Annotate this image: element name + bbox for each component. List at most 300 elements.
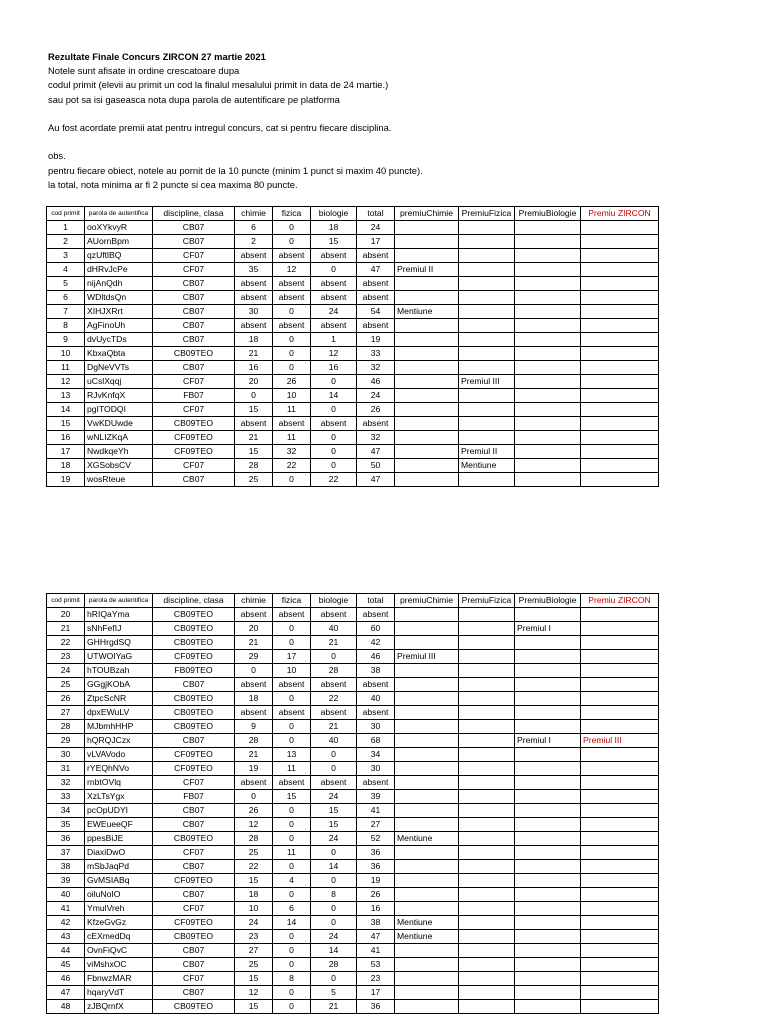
cod-cell: 25 xyxy=(47,678,85,692)
total-cell: absent xyxy=(357,277,395,291)
fizica-cell: 0 xyxy=(273,986,311,1000)
cod-cell: 39 xyxy=(47,874,85,888)
premiu-fizica-cell xyxy=(459,762,515,776)
premiu-zircon-cell xyxy=(581,1000,659,1014)
chimie-cell: 15 xyxy=(235,1000,273,1014)
parola-cell: ppesBiJE xyxy=(85,832,153,846)
premiu-fizica-cell xyxy=(459,678,515,692)
chimie-cell: 30 xyxy=(235,305,273,319)
premiu-biologie-cell xyxy=(515,818,581,832)
chimie-cell: absent xyxy=(235,678,273,692)
fizica-cell: 0 xyxy=(273,473,311,487)
cod-cell: 3 xyxy=(47,249,85,263)
cod-cell: 8 xyxy=(47,319,85,333)
col-header-cod: cod primit xyxy=(47,594,85,608)
cod-cell: 10 xyxy=(47,347,85,361)
premiu-biologie-cell xyxy=(515,403,581,417)
table-row xyxy=(47,650,659,664)
premiu-zircon-cell xyxy=(581,608,659,622)
premiu-chimie-cell xyxy=(395,459,459,473)
parola-cell: UTWOIYaG xyxy=(85,650,153,664)
table-row xyxy=(47,748,659,762)
premiu-chimie-cell xyxy=(395,636,459,650)
fizica-cell: 26 xyxy=(273,375,311,389)
total-cell: 36 xyxy=(357,1000,395,1014)
intro-line: pentru fiecare obiect, notele au pornit de la 10 puncte (minim 1 punct si maxim 40 puncte). xyxy=(48,164,423,176)
premiu-chimie-cell xyxy=(395,1000,459,1014)
col-header-total: total xyxy=(357,594,395,608)
header-row xyxy=(47,594,659,608)
discipline-cell: CF07 xyxy=(153,375,235,389)
premiu-fizica-cell xyxy=(459,431,515,445)
premiu-zircon-cell xyxy=(581,776,659,790)
discipline-cell: CB07 xyxy=(153,818,235,832)
chimie-cell: 18 xyxy=(235,692,273,706)
col-header-biologie: biologie xyxy=(311,594,357,608)
chimie-cell: 18 xyxy=(235,333,273,347)
cod-cell: 41 xyxy=(47,902,85,916)
premiu-biologie-cell xyxy=(515,846,581,860)
biologie-cell: 0 xyxy=(311,902,357,916)
parola-cell: qzUftlBQ xyxy=(85,249,153,263)
premiu-biologie-cell xyxy=(515,748,581,762)
biologie-cell: absent xyxy=(311,608,357,622)
premiu-chimie-cell xyxy=(395,944,459,958)
total-cell: 39 xyxy=(357,790,395,804)
premiu-fizica-cell xyxy=(459,734,515,748)
total-cell: 41 xyxy=(357,804,395,818)
table-row xyxy=(47,622,659,636)
fizica-cell: absent xyxy=(273,291,311,305)
fizica-cell: 8 xyxy=(273,972,311,986)
total-cell: 47 xyxy=(357,263,395,277)
parola-cell: pgITODQI xyxy=(85,403,153,417)
fizica-cell: 0 xyxy=(273,305,311,319)
biologie-cell: 1 xyxy=(311,333,357,347)
total-cell: 38 xyxy=(357,664,395,678)
total-cell: absent xyxy=(357,249,395,263)
premiu-zircon-cell xyxy=(581,347,659,361)
biologie-cell: 0 xyxy=(311,445,357,459)
chimie-cell: 12 xyxy=(235,986,273,1000)
total-cell: 19 xyxy=(357,333,395,347)
premiu-zircon-cell xyxy=(581,319,659,333)
chimie-cell: 0 xyxy=(235,790,273,804)
discipline-cell: CB07 xyxy=(153,958,235,972)
fizica-cell: 11 xyxy=(273,762,311,776)
chimie-cell: 19 xyxy=(235,762,273,776)
chimie-cell: 0 xyxy=(235,389,273,403)
premiu-zircon-cell xyxy=(581,678,659,692)
chimie-cell: 27 xyxy=(235,944,273,958)
premiu-biologie-cell xyxy=(515,692,581,706)
table-row xyxy=(47,347,659,361)
discipline-cell: CB09TEO xyxy=(153,608,235,622)
table-row xyxy=(47,762,659,776)
premiu-chimie-cell xyxy=(395,846,459,860)
premiu-chimie-cell xyxy=(395,417,459,431)
total-cell: absent xyxy=(357,608,395,622)
biologie-cell: 0 xyxy=(311,263,357,277)
parola-cell: uCslXqqj xyxy=(85,375,153,389)
document-title: Rezultate Finale Concurs ZIRCON 27 martie 2021 xyxy=(48,51,266,62)
chimie-cell: 9 xyxy=(235,720,273,734)
premiu-zircon-cell xyxy=(581,888,659,902)
total-cell: 30 xyxy=(357,762,395,776)
biologie-cell: 12 xyxy=(311,347,357,361)
table-row xyxy=(47,389,659,403)
biologie-cell: 14 xyxy=(311,389,357,403)
premiu-fizica-cell xyxy=(459,720,515,734)
premiu-fizica-cell xyxy=(459,790,515,804)
fizica-cell: 15 xyxy=(273,790,311,804)
premiu-zircon-cell xyxy=(581,944,659,958)
chimie-cell: 25 xyxy=(235,958,273,972)
discipline-cell: CF07 xyxy=(153,902,235,916)
parola-cell: dpxEWuLV xyxy=(85,706,153,720)
parola-cell: KfzeGvGz xyxy=(85,916,153,930)
premiu-biologie-cell xyxy=(515,986,581,1000)
biologie-cell: 24 xyxy=(311,832,357,846)
total-cell: 54 xyxy=(357,305,395,319)
biologie-cell: 18 xyxy=(311,221,357,235)
chimie-cell: 22 xyxy=(235,860,273,874)
cod-cell: 6 xyxy=(47,291,85,305)
biologie-cell: 24 xyxy=(311,790,357,804)
premiu-biologie-cell xyxy=(515,361,581,375)
table-row xyxy=(47,958,659,972)
premiu-biologie-cell: Premiul I xyxy=(515,734,581,748)
table-row xyxy=(47,445,659,459)
table-row xyxy=(47,678,659,692)
premiu-fizica-cell xyxy=(459,776,515,790)
fizica-cell: 11 xyxy=(273,403,311,417)
cod-cell: 5 xyxy=(47,277,85,291)
table-row xyxy=(47,361,659,375)
parola-cell: nijAnQdh xyxy=(85,277,153,291)
col-header-chimie: chimie xyxy=(235,207,273,221)
chimie-cell: absent xyxy=(235,417,273,431)
premiu-biologie-cell xyxy=(515,776,581,790)
table-row xyxy=(47,916,659,930)
premiu-chimie-cell xyxy=(395,734,459,748)
discipline-cell: FB07 xyxy=(153,389,235,403)
discipline-cell: CF07 xyxy=(153,972,235,986)
cod-cell: 37 xyxy=(47,846,85,860)
discipline-cell: CB09TEO xyxy=(153,720,235,734)
premiu-zircon-cell xyxy=(581,305,659,319)
premiu-zircon-cell xyxy=(581,832,659,846)
premiu-biologie-cell xyxy=(515,958,581,972)
premiu-chimie-cell xyxy=(395,389,459,403)
premiu-zircon-cell xyxy=(581,790,659,804)
premiu-fizica-cell xyxy=(459,221,515,235)
premiu-biologie-cell xyxy=(515,888,581,902)
col-header-fizica: fizica xyxy=(273,207,311,221)
parola-cell: AgFinoUh xyxy=(85,319,153,333)
parola-cell: rYEQhNVo xyxy=(85,762,153,776)
discipline-cell: CF07 xyxy=(153,459,235,473)
table-row xyxy=(47,846,659,860)
premiu-fizica-cell xyxy=(459,888,515,902)
premiu-zircon-cell xyxy=(581,622,659,636)
premiu-fizica-cell xyxy=(459,986,515,1000)
biologie-cell: 0 xyxy=(311,874,357,888)
fizica-cell: 0 xyxy=(273,958,311,972)
premiu-chimie-cell xyxy=(395,333,459,347)
chimie-cell: 2 xyxy=(235,235,273,249)
discipline-cell: CB07 xyxy=(153,888,235,902)
table-row xyxy=(47,776,659,790)
total-cell: 47 xyxy=(357,930,395,944)
cod-cell: 11 xyxy=(47,361,85,375)
premiu-fizica-cell xyxy=(459,235,515,249)
parola-cell: MJbmhHHP xyxy=(85,720,153,734)
table-row xyxy=(47,319,659,333)
table-row xyxy=(47,986,659,1000)
cod-cell: 28 xyxy=(47,720,85,734)
table-row xyxy=(47,902,659,916)
total-cell: absent xyxy=(357,319,395,333)
biologie-cell: 15 xyxy=(311,235,357,249)
fizica-cell: 0 xyxy=(273,221,311,235)
chimie-cell: 24 xyxy=(235,916,273,930)
total-cell: 46 xyxy=(357,650,395,664)
chimie-cell: 20 xyxy=(235,622,273,636)
cod-cell: 29 xyxy=(47,734,85,748)
cod-cell: 17 xyxy=(47,445,85,459)
discipline-cell: CF07 xyxy=(153,249,235,263)
premiu-zircon-cell xyxy=(581,930,659,944)
cod-cell: 44 xyxy=(47,944,85,958)
total-cell: 19 xyxy=(357,874,395,888)
biologie-cell: 0 xyxy=(311,459,357,473)
parola-cell: VwKDUwde xyxy=(85,417,153,431)
col-header-premiu-chimie: premiuChimie xyxy=(395,207,459,221)
premiu-chimie-cell xyxy=(395,347,459,361)
premiu-fizica-cell xyxy=(459,305,515,319)
premiu-fizica-cell xyxy=(459,622,515,636)
premiu-zircon-cell xyxy=(581,692,659,706)
fizica-cell: 13 xyxy=(273,748,311,762)
total-cell: 34 xyxy=(357,748,395,762)
premiu-chimie-cell xyxy=(395,874,459,888)
fizica-cell: 0 xyxy=(273,720,311,734)
biologie-cell: 21 xyxy=(311,1000,357,1014)
cod-cell: 16 xyxy=(47,431,85,445)
biologie-cell: absent xyxy=(311,249,357,263)
premiu-chimie-cell xyxy=(395,431,459,445)
cod-cell: 14 xyxy=(47,403,85,417)
table-row xyxy=(47,608,659,622)
premiu-chimie-cell xyxy=(395,608,459,622)
col-header-total: total xyxy=(357,207,395,221)
discipline-cell: CF07 xyxy=(153,846,235,860)
premiu-zircon-cell xyxy=(581,459,659,473)
fizica-cell: absent xyxy=(273,706,311,720)
fizica-cell: 0 xyxy=(273,333,311,347)
premiu-chimie-cell xyxy=(395,291,459,305)
total-cell: 36 xyxy=(357,860,395,874)
biologie-cell: absent xyxy=(311,277,357,291)
premiu-zircon-cell xyxy=(581,263,659,277)
discipline-cell: CF09TEO xyxy=(153,874,235,888)
total-cell: 38 xyxy=(357,916,395,930)
col-header-premiu-fizica: PremiuFizica xyxy=(459,207,515,221)
table-row xyxy=(47,930,659,944)
table-row xyxy=(47,874,659,888)
fizica-cell: 14 xyxy=(273,916,311,930)
discipline-cell: CB07 xyxy=(153,291,235,305)
discipline-cell: CF09TEO xyxy=(153,431,235,445)
chimie-cell: 12 xyxy=(235,818,273,832)
col-header-premiu-fizica: PremiuFizica xyxy=(459,594,515,608)
biologie-cell: 0 xyxy=(311,375,357,389)
discipline-cell: CB07 xyxy=(153,333,235,347)
premiu-chimie-cell xyxy=(395,902,459,916)
col-header-premiu-biologie: PremiuBiologie xyxy=(515,207,581,221)
premiu-chimie-cell: Mentiune xyxy=(395,832,459,846)
cod-cell: 26 xyxy=(47,692,85,706)
premiu-zircon-cell xyxy=(581,445,659,459)
premiu-fizica-cell xyxy=(459,846,515,860)
biologie-cell: 0 xyxy=(311,762,357,776)
parola-cell: XIHJXRrt xyxy=(85,305,153,319)
discipline-cell: CB07 xyxy=(153,221,235,235)
table-row xyxy=(47,664,659,678)
premiu-biologie-cell xyxy=(515,720,581,734)
discipline-cell: CB07 xyxy=(153,986,235,1000)
chimie-cell: absent xyxy=(235,277,273,291)
premiu-chimie-cell xyxy=(395,445,459,459)
premiu-biologie-cell xyxy=(515,664,581,678)
chimie-cell: 29 xyxy=(235,650,273,664)
table-row xyxy=(47,291,659,305)
total-cell: absent xyxy=(357,678,395,692)
chimie-cell: 0 xyxy=(235,664,273,678)
discipline-cell: CF09TEO xyxy=(153,445,235,459)
cod-cell: 9 xyxy=(47,333,85,347)
premiu-fizica-cell xyxy=(459,1000,515,1014)
premiu-chimie-cell xyxy=(395,888,459,902)
chimie-cell: 28 xyxy=(235,734,273,748)
table-row xyxy=(47,249,659,263)
intro-text xyxy=(48,50,728,192)
table-row xyxy=(47,431,659,445)
parola-cell: zJBQrnfX xyxy=(85,1000,153,1014)
premiu-chimie-cell xyxy=(395,692,459,706)
fizica-cell: 0 xyxy=(273,636,311,650)
premiu-zircon-cell xyxy=(581,916,659,930)
biologie-cell: 21 xyxy=(311,636,357,650)
cod-cell: 32 xyxy=(47,776,85,790)
biologie-cell: absent xyxy=(311,678,357,692)
parola-cell: DiaxiDwO xyxy=(85,846,153,860)
biologie-cell: 15 xyxy=(311,818,357,832)
fizica-cell: 0 xyxy=(273,1000,311,1014)
premiu-zircon-cell xyxy=(581,389,659,403)
col-header-parola: parola de autentifica xyxy=(85,594,153,608)
premiu-biologie-cell xyxy=(515,790,581,804)
discipline-cell: CB09TEO xyxy=(153,417,235,431)
fizica-cell: absent xyxy=(273,678,311,692)
premiu-biologie-cell xyxy=(515,277,581,291)
intro-line: codul primit (elevii au primit un cod la finalul mesalului primit in data de 24 martie.) xyxy=(48,79,389,91)
chimie-cell: 15 xyxy=(235,403,273,417)
discipline-cell: CF09TEO xyxy=(153,762,235,776)
chimie-cell: 35 xyxy=(235,263,273,277)
premiu-zircon-cell xyxy=(581,664,659,678)
discipline-cell: FB09TEO xyxy=(153,664,235,678)
total-cell: 17 xyxy=(357,235,395,249)
total-cell: 47 xyxy=(357,445,395,459)
chimie-cell: absent xyxy=(235,291,273,305)
fizica-cell: 22 xyxy=(273,459,311,473)
premiu-fizica-cell xyxy=(459,706,515,720)
parola-cell: hTOUBzah xyxy=(85,664,153,678)
premiu-fizica-cell xyxy=(459,944,515,958)
discipline-cell: CB07 xyxy=(153,473,235,487)
table-row xyxy=(47,1000,659,1014)
chimie-cell: 18 xyxy=(235,888,273,902)
total-cell: 24 xyxy=(357,221,395,235)
premiu-chimie-cell: Premiul III xyxy=(395,650,459,664)
parola-cell: OvnFiQvC xyxy=(85,944,153,958)
premiu-biologie-cell xyxy=(515,1000,581,1014)
total-cell: 26 xyxy=(357,403,395,417)
premiu-chimie-cell xyxy=(395,776,459,790)
cod-cell: 40 xyxy=(47,888,85,902)
premiu-chimie-cell xyxy=(395,958,459,972)
chimie-cell: 10 xyxy=(235,902,273,916)
premiu-zircon-cell xyxy=(581,650,659,664)
discipline-cell: CB09TEO xyxy=(153,930,235,944)
table-row xyxy=(47,860,659,874)
premiu-zircon-cell xyxy=(581,249,659,263)
premiu-zircon-cell xyxy=(581,846,659,860)
premiu-fizica-cell xyxy=(459,277,515,291)
parola-cell: ZtpcScNR xyxy=(85,692,153,706)
col-header-premiu-zircon: Premiu ZIRCON xyxy=(581,207,659,221)
premiu-biologie-cell xyxy=(515,417,581,431)
fizica-cell: 32 xyxy=(273,445,311,459)
premiu-zircon-cell xyxy=(581,473,659,487)
premiu-fizica-cell xyxy=(459,874,515,888)
premiu-fizica-cell: Premiul II xyxy=(459,445,515,459)
parola-cell: WDltdsQn xyxy=(85,291,153,305)
parola-cell: hRIQaYma xyxy=(85,608,153,622)
cod-cell: 4 xyxy=(47,263,85,277)
discipline-cell: CF09TEO xyxy=(153,650,235,664)
total-cell: 26 xyxy=(357,888,395,902)
premiu-chimie-cell xyxy=(395,361,459,375)
discipline-cell: CF09TEO xyxy=(153,748,235,762)
chimie-cell: 26 xyxy=(235,804,273,818)
table-row xyxy=(47,734,659,748)
intro-line: obs. xyxy=(48,150,66,162)
spacer xyxy=(48,107,728,121)
premiu-zircon-cell xyxy=(581,277,659,291)
discipline-cell: CB09TEO xyxy=(153,706,235,720)
premiu-biologie-cell xyxy=(515,263,581,277)
discipline-cell: CB07 xyxy=(153,678,235,692)
fizica-cell: 0 xyxy=(273,888,311,902)
fizica-cell: 11 xyxy=(273,846,311,860)
parola-cell: mSbJaqPd xyxy=(85,860,153,874)
parola-cell: DgNeVVTs xyxy=(85,361,153,375)
premiu-zircon-cell xyxy=(581,417,659,431)
col-header-premiu-zircon: Premiu ZIRCON xyxy=(581,594,659,608)
